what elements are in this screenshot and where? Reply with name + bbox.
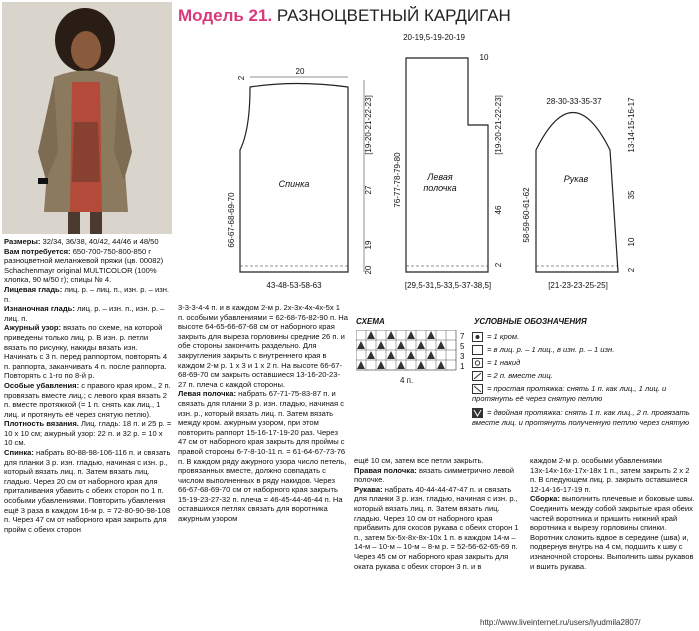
front-label-2: полочка [423,183,457,193]
back-side-measure: 66-67-68-69-70 [227,192,236,248]
legend-item: = в лиц. р. – 1 лиц., в изн. р. – 1 изн. [472,345,692,355]
back-label: Спинка [278,179,310,189]
sleeve-bottom-measure: [21-23-23-25-25] [548,281,608,290]
instructions-right-b [530,456,696,571]
front-side-measure: 76-77-78-79-80 [393,152,402,208]
sleeve-label: Рукав [563,174,589,184]
paragraph: Сборка: выполнить плечевые и боковые швы. Соединить между собой закрытые края обеих частей воротника и пришить нижний край воротника к вырезу горловины спинки. Воротник сложить вдвое в середине (шва) и, подвернув внутрь на 4 см, подшить к шву с изнаночной стороны. Выполнить швы рукавов и вшить рукава. [530,494,695,571]
instructions-left [4,237,172,534]
back-right-mid: 27 [364,185,373,195]
paragraph: Особые убавления: с правого края кром., 2 п. провязать вместе лиц.; с левого края вязать 2 п. вместе протяжкой (= 1 п. снять как лиц., 1 лиц. и протянуть её через снятую петлю). [4,380,171,419]
ssk-icon [472,384,483,394]
instructions-middle [178,303,348,524]
small-measure: 2 [494,262,503,268]
back-right-top: [19-20-21-22-23] [364,95,373,155]
legend-item: = 1 кром. [472,332,692,342]
sleeve-top-measure: 28-30-33-35-37 [546,97,602,106]
paragraph: Лицевая гладь: лиц. р. – лиц. п., изн. р. – изн. п. [4,284,170,304]
paragraph: Вам потребуется: 650-700-750-800-850 г разноцветной меланжевой пряжи (цв. 00082) Schachenmayr original MULTICOLOR (100% хлопка, 90 м/50 г); спицы № 4. [4,246,164,285]
back-piece [227,67,373,290]
front-piece [393,33,503,290]
legend-title: УСЛОВНЫЕ ОБОЗНАЧЕНИЯ [474,317,587,326]
paragraph: Рукава: набрать 40-44-44-47-47 п. и связать для планки 3 р. изн. гладью, начиная с изн. р., который вязать лиц. п. Затем вязать лиц. гладью. Через 10 см от наборного края прибавить для скосов рукава с обеих сторон 1 п., затем 5х-5х-8х-8х-10х 1 п. в каждом 14-м – 14-м – 10-м – 10-м – 8-м р. = 52-56-62-65-69 п. Через 45 см от наборного края закрыть для оката рукава с обеих сторон 3 п. и в [354,484,519,571]
sleeve-right-top: 13-14-15-16-17 [627,97,636,153]
yarn-over-icon [472,358,483,368]
sleeve-right-low: 10 [627,237,636,247]
knit-stitch-icon [472,345,483,355]
paragraph: 3-3-3-4-4 п. и в каждом 2-м р. 2х-3х-4х-4х-5х 1 п. особыми убавлениями = 62-68-76-82-90 п. На высоте 64-65-66-67-68 см от наборного края закрыть для выреза горловины средние 26 п. и обе стороны закончить раздельно. Для закругления закрыть с внутреннего края в каждом 2-м р. 1 х 3 и 1 х 2 п. На высоте 66-67-68-69-70 см закрыть оставшиеся 13-16-20-23-27 п. плеча с каждой стороны. [178,303,348,389]
row-number: 5 [460,342,465,351]
row-number: 7 [460,332,465,341]
edge-stitch-icon [472,332,483,342]
legend-item: = 2 п. вместе лиц. [472,371,692,381]
paragraph: Размеры: 32/34, 36/38, 40/42, 44/46 и 48/50 [4,237,159,246]
back-bottom-measure: 43-48-53-58-63 [266,281,322,290]
sleeve-piece [522,97,636,290]
legend-item: = двойная протяжка: снять 1 п. как лиц., 2 п. провязать вместе лиц. и протянуть полученную петлю через снятую [472,408,690,427]
stitch-scheme [356,330,466,383]
paragraph: Правая полочка: вязать симметрично левой полочке. [354,465,515,485]
front-top-measure: 20-19,5-19-20-19 [403,33,465,42]
model-name: РАЗНОЦВЕТНЫЙ КАРДИГАН [276,6,511,25]
paragraph: ещё 10 см, затем все петли закрыть. [354,456,484,465]
double-decrease-icon [472,408,483,418]
front-bottom-measure: [29,5-31,5-33,5-37-38,5] [404,281,492,290]
rapport-label: 4 п. [400,376,414,385]
legend-item: = простая протяжка: снять 1 п. как лиц., 1 лиц. и протянуть её через снятую петлю [472,384,667,403]
back-right-low: 19 [364,240,373,250]
sleeve-side-measure: 58-59-60-61-62 [522,187,531,243]
paragraph: каждом 2-м р. особыми убавлениями 13х-14х-16х-17х-18х 1 п., затем закрыть 2 х 2 п. В следующем лиц. р. закрыть оставшиеся 12-14-16-17-19 п. [530,456,690,494]
instructions-right-a [354,456,524,571]
paragraph: Левая полочка: набрать 67-71-75-83-87 п. и связать для планки 3 р. изн. гладью, начиная с изн. р., который вязать лиц. п. Затем вязать между кром. ажурным узором, при этом повторить раппорт 15-16-17-19-20 раз. Через 47 см от наборного края закрыть для проймы с правой стороны 6-7-8-10-11 п. = 61-64-67-73-76 п. В каждом ряду ажурного узора число петель, провязанных вместе, должно совпадать с числом выполненных в ряду накидов. Через 66-67-68-69-70 см от наборного края закрыть 15-19-23-27-32 п. плеча = 46-45-44-46-44 п. На оставшихся петлях связать для воротника ажурным узором [178,389,347,524]
model-photo [2,2,172,234]
pattern-drawings [178,30,698,300]
paragraph: Ажурный узор: вязать по схеме, на которой приведены только лиц. р. В изн. р. петли вязать по рисунку, накиды вязать изн. Начинать с 3 п. перед раппортом, повторять 4 п. раппорта, заканчивать 4 п. после раппорта. Повторять с 1-го по 8-й р. [4,323,168,381]
legend-item: = 1 накид [472,358,692,368]
front-right-mid: 46 [494,205,503,215]
paragraph: Изнаночная гладь: лиц. р. – изн. п., изн. р. – лиц. п. [4,304,165,323]
back-right-bot: 20 [364,265,373,275]
sleeve-right-mid: 35 [627,190,636,200]
page-title [178,6,511,26]
front-label: Левая [427,172,453,182]
paragraph: Спинка: набрать 80-88-98-106-116 п. и связать для планки 3 р. изн. гладью, начиная с изн. р., который вязать лиц. п. Затем вязать лиц. гладью. Через 20 см от наборного края для приталивания убавить с обеих сторон по 1 п. особыми убавлениями. Повторить убавления ещё 3 раза в каждом 16-м р. = 72-80-90-98-108 п. Через 47 см от наборного края закрыть для пройм с обеих сторон [4,448,171,534]
source-url: http://www.liveinternet.ru/users/lyudmila2807/ [480,618,641,627]
scheme-title: СХЕМА [356,317,385,326]
model-number: Модель 21. [178,6,273,25]
row-number: 1 [460,362,465,371]
small-measure: 2 [237,75,246,81]
row-number: 3 [460,352,465,361]
k2tog-icon [472,371,483,381]
back-top-measure: 20 [295,67,305,76]
front-right-top: [19-20-21-22-23] [494,95,503,155]
front-ten: 10 [479,53,489,62]
paragraph: Плотность вязания. Лиц. гладь: 18 п. и 25 р. = 10 х 10 см; ажурный узор: 22 п. и 32 р. = 10 х 10 см. [4,419,172,448]
small-measure: 2 [627,267,636,273]
